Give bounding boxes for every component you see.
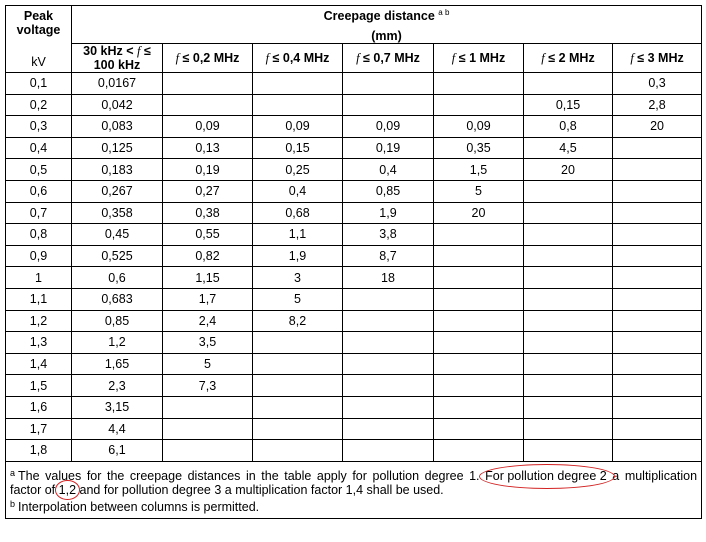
creepage-cell: 0,82 — [163, 245, 253, 267]
creepage-cell — [613, 159, 702, 181]
creepage-cell: 1,2 — [72, 332, 163, 354]
creepage-cell: 20 — [613, 116, 702, 138]
creepage-cell: 0,3 — [613, 73, 702, 95]
frequency-symbol: f — [541, 51, 545, 65]
peak-voltage-cell: 1,4 — [6, 353, 72, 375]
creepage-cell — [343, 332, 434, 354]
peak-voltage-cell: 1,3 — [6, 332, 72, 354]
table-row — [6, 440, 702, 462]
creepage-cell — [434, 73, 524, 95]
creepage-cell: 1,5 — [434, 159, 524, 181]
table-body — [6, 73, 702, 462]
creepage-cell — [434, 224, 524, 246]
table-row — [6, 267, 702, 289]
peak-voltage-cell: 1 — [6, 267, 72, 289]
creepage-cell: 0,27 — [163, 180, 253, 202]
creepage-cell — [163, 440, 253, 462]
creepage-cell — [524, 375, 613, 397]
creepage-cell: 8,2 — [253, 310, 343, 332]
column-header — [253, 44, 343, 73]
highlight-pollution-degree-2 — [485, 469, 607, 483]
peak-voltage-cell: 1,6 — [6, 396, 72, 418]
creepage-cell: 0,19 — [163, 159, 253, 181]
table-row — [6, 375, 702, 397]
creepage-cell — [343, 418, 434, 440]
creepage-cell: 2,3 — [72, 375, 163, 397]
peak-voltage-cell: 0,3 — [6, 116, 72, 138]
creepage-cell — [434, 332, 524, 354]
peak-voltage-cell: 0,8 — [6, 224, 72, 246]
column-header — [613, 44, 702, 73]
frequency-symbol: f — [265, 51, 270, 65]
creepage-cell — [524, 310, 613, 332]
creepage-cell: 0,38 — [163, 202, 253, 224]
peak-voltage-cell: 1,2 — [6, 310, 72, 332]
creepage-cell: 0,09 — [434, 116, 524, 138]
creepage-cell: 3,5 — [163, 332, 253, 354]
creepage-cell: 0,683 — [72, 288, 163, 310]
creepage-cell — [343, 353, 434, 375]
creepage-cell: 20 — [524, 159, 613, 181]
creepage-cell — [163, 94, 253, 116]
table-row — [6, 73, 702, 95]
column-header — [524, 44, 613, 73]
creepage-cell — [434, 288, 524, 310]
column-header-post: ≤ 2 MHz — [544, 51, 595, 65]
creepage-cell — [613, 310, 702, 332]
highlight-factor-1-2 — [59, 483, 76, 497]
table-row — [6, 224, 702, 246]
creepage-cell — [613, 332, 702, 354]
table-row — [6, 396, 702, 418]
table-row — [6, 245, 702, 267]
column-header-post: ≤ 0,7 MHz — [359, 51, 420, 65]
footnote-a — [10, 466, 697, 497]
frequency-symbol: f — [356, 51, 360, 65]
creepage-cell: 0,525 — [72, 245, 163, 267]
creepage-cell — [613, 224, 702, 246]
creepage-cell — [524, 440, 613, 462]
creepage-cell — [613, 288, 702, 310]
column-header-post: ≤ 3 MHz — [633, 51, 684, 65]
peak-line1: Peak — [23, 9, 54, 23]
footnote-a-highlight-2: 1,2 — [58, 482, 77, 497]
creepage-cell — [613, 396, 702, 418]
frequency-symbol: f — [451, 51, 456, 65]
creepage-cell: 1,9 — [253, 245, 343, 267]
table-row — [6, 310, 702, 332]
creepage-cell — [343, 396, 434, 418]
footnote-a-text-2: a multiplication factor of — [10, 468, 698, 497]
creepage-cell: 4,5 — [524, 137, 613, 159]
creepage-cell — [613, 375, 702, 397]
creepage-cell: 0,358 — [72, 202, 163, 224]
creepage-cell — [524, 73, 613, 95]
table-row — [6, 180, 702, 202]
creepage-cell — [524, 396, 613, 418]
creepage-cell — [253, 332, 343, 354]
creepage-cell: 0,25 — [253, 159, 343, 181]
table-row — [6, 353, 702, 375]
creepage-cell — [613, 418, 702, 440]
peak-voltage-cell: 0,5 — [6, 159, 72, 181]
creepage-cell: 1,7 — [163, 288, 253, 310]
creepage-cell: 0,8 — [524, 116, 613, 138]
creepage-cell — [524, 224, 613, 246]
peak-voltage-cell: 1,5 — [6, 375, 72, 397]
creepage-cell: 1,9 — [343, 202, 434, 224]
creepage-cell — [163, 396, 253, 418]
creepage-cell — [343, 375, 434, 397]
column-header-post: ≤ 1 MHz — [455, 51, 506, 65]
creepage-cell — [253, 375, 343, 397]
creepage-distance-header — [72, 6, 702, 44]
frequency-header-row — [6, 44, 702, 73]
creepage-cell: 3,15 — [72, 396, 163, 418]
creepage-cell: 0,0167 — [72, 73, 163, 95]
frequency-symbol: f — [630, 51, 634, 65]
creepage-cell — [524, 353, 613, 375]
creepage-cell — [163, 418, 253, 440]
creepage-cell: 2,4 — [163, 310, 253, 332]
creepage-cell — [434, 418, 524, 440]
creepage-cell: 0,68 — [253, 202, 343, 224]
footnote-a-text-1: The values for the creepage distances in the table apply for pollution degree 1. — [18, 468, 480, 483]
creepage-cell: 0,042 — [72, 94, 163, 116]
footnote-a-text-3: and for pollution degree 3 a multiplication factor 1,4 shall be used. — [79, 482, 444, 497]
creepage-cell: 3 — [253, 267, 343, 289]
footnote-a-highlight-1: For pollution degree 2 — [485, 468, 607, 483]
creepage-cell — [613, 267, 702, 289]
creepage-cell — [343, 73, 434, 95]
creepage-table — [5, 5, 702, 519]
table-row — [6, 418, 702, 440]
creepage-cell: 7,3 — [163, 375, 253, 397]
peak-voltage-cell: 1,7 — [6, 418, 72, 440]
creepage-cell: 1,65 — [72, 353, 163, 375]
creepage-cell — [524, 332, 613, 354]
peak-voltage-cell: 1,8 — [6, 440, 72, 462]
creepage-cell — [613, 440, 702, 462]
creepage-cell — [253, 396, 343, 418]
creepage-cell: 0,13 — [163, 137, 253, 159]
creepage-title: Creepage distance — [323, 9, 435, 23]
creepage-cell — [434, 245, 524, 267]
creepage-cell — [524, 267, 613, 289]
creepage-cell: 4,4 — [72, 418, 163, 440]
peak-voltage-header — [6, 6, 72, 73]
column-header — [343, 44, 434, 73]
creepage-cell — [253, 94, 343, 116]
creepage-cell: 3,8 — [343, 224, 434, 246]
footnote-b — [10, 497, 697, 514]
creepage-cell — [434, 440, 524, 462]
creepage-cell — [613, 245, 702, 267]
creepage-cell — [613, 137, 702, 159]
table-row — [6, 202, 702, 224]
creepage-cell — [253, 73, 343, 95]
creepage-cell: 0,125 — [72, 137, 163, 159]
column-header-post: ≤ 0,2 MHz — [179, 51, 240, 65]
creepage-cell — [343, 288, 434, 310]
peak-unit: kV — [31, 55, 46, 69]
creepage-cell — [253, 440, 343, 462]
creepage-cell: 0,09 — [163, 116, 253, 138]
creepage-cell — [524, 180, 613, 202]
table-row — [6, 137, 702, 159]
frequency-symbol: f — [137, 44, 141, 58]
creepage-cell — [434, 94, 524, 116]
creepage-cell — [253, 353, 343, 375]
frequency-symbol: f — [175, 51, 180, 65]
column-header — [72, 44, 163, 73]
creepage-cell — [434, 396, 524, 418]
creepage-cell — [434, 310, 524, 332]
creepage-cell: 1,15 — [163, 267, 253, 289]
peak-voltage-cell: 0,7 — [6, 202, 72, 224]
creepage-cell: 1,1 — [253, 224, 343, 246]
creepage-cell: 0,55 — [163, 224, 253, 246]
creepage-cell — [524, 202, 613, 224]
creepage-cell — [524, 418, 613, 440]
creepage-cell — [343, 440, 434, 462]
creepage-cell: 2,8 — [613, 94, 702, 116]
table-row — [6, 332, 702, 354]
column-header-post: ≤ 0,4 MHz — [269, 51, 330, 65]
peak-line2: voltage — [16, 23, 61, 37]
footnote-b-marker: b — [10, 498, 16, 509]
creepage-cell: 0,09 — [343, 116, 434, 138]
creepage-cell: 20 — [434, 202, 524, 224]
creepage-cell — [524, 245, 613, 267]
creepage-cell: 18 — [343, 267, 434, 289]
creepage-unit: (mm) — [371, 29, 402, 43]
creepage-cell: 0,183 — [72, 159, 163, 181]
table-row — [6, 288, 702, 310]
table-row — [6, 116, 702, 138]
creepage-cell — [434, 353, 524, 375]
peak-voltage-cell: 0,1 — [6, 73, 72, 95]
creepage-cell — [343, 310, 434, 332]
creepage-cell — [524, 288, 613, 310]
creepage-cell — [613, 202, 702, 224]
creepage-cell: 5 — [163, 353, 253, 375]
creepage-cell — [343, 94, 434, 116]
peak-voltage-cell: 0,2 — [6, 94, 72, 116]
creepage-cell: 0,19 — [343, 137, 434, 159]
peak-voltage-cell: 0,6 — [6, 180, 72, 202]
creepage-cell: 0,35 — [434, 137, 524, 159]
peak-voltage-cell: 0,4 — [6, 137, 72, 159]
creepage-cell: 0,4 — [253, 180, 343, 202]
creepage-cell: 8,7 — [343, 245, 434, 267]
peak-voltage-cell: 1,1 — [6, 288, 72, 310]
creepage-cell — [253, 418, 343, 440]
creepage-cell: 6,1 — [72, 440, 163, 462]
creepage-cell: 5 — [253, 288, 343, 310]
creepage-cell: 0,15 — [524, 94, 613, 116]
creepage-cell: 0,15 — [253, 137, 343, 159]
peak-voltage-cell: 0,9 — [6, 245, 72, 267]
creepage-cell — [163, 73, 253, 95]
creepage-cell: 0,267 — [72, 180, 163, 202]
column-header — [434, 44, 524, 73]
creepage-cell — [434, 375, 524, 397]
column-header-pre: 30 kHz < — [83, 44, 138, 58]
creepage-cell: 0,083 — [72, 116, 163, 138]
creepage-cell: 0,85 — [72, 310, 163, 332]
creepage-cell: 0,45 — [72, 224, 163, 246]
column-header-post: ≤ 100 kHz — [93, 44, 151, 72]
table-row — [6, 159, 702, 181]
creepage-cell: 0,09 — [253, 116, 343, 138]
creepage-cell: 0,4 — [343, 159, 434, 181]
creepage-cell: 0,85 — [343, 180, 434, 202]
footnotes — [6, 461, 702, 518]
footnote-a-marker: a — [10, 467, 16, 478]
creepage-cell: 0,6 — [72, 267, 163, 289]
column-header — [163, 44, 253, 73]
footnote-b-text: Interpolation between columns is permitted. — [18, 499, 260, 514]
creepage-cell — [613, 353, 702, 375]
creepage-footnote-refs: a b — [438, 8, 450, 17]
creepage-cell: 5 — [434, 180, 524, 202]
table-row — [6, 94, 702, 116]
creepage-cell — [434, 267, 524, 289]
creepage-cell — [613, 180, 702, 202]
